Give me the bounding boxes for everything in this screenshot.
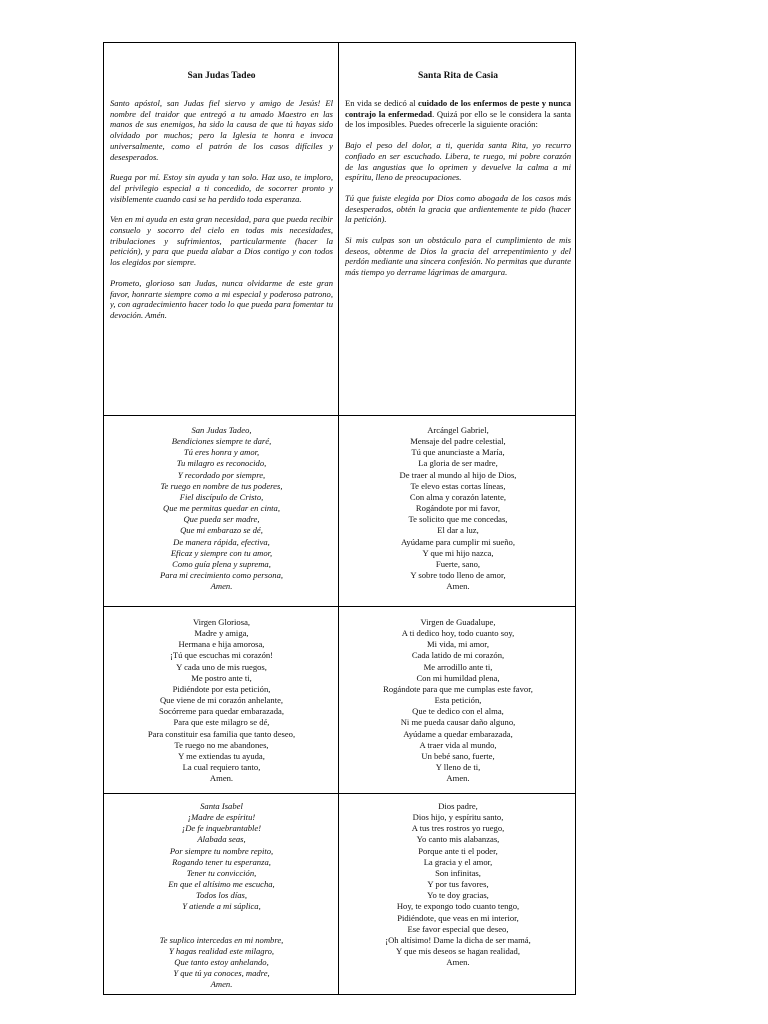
santa-rita-paragraph-3: Tú que fuiste elegida por Dios como abogada de los casos más desesperados, obtén la gracia que ardientemente te pido (hacer la petición).	[345, 192, 571, 225]
poem-line: Fiel discípulo de Cristo,	[179, 491, 264, 502]
poem-line: A ti dedico hoy, todo cuanto soy,	[401, 628, 515, 639]
poem-line: Dios hijo, y espíritu santo,	[412, 812, 504, 823]
san-judas-paragraph-3: Ven en mi ayuda en esta gran necesidad, para que pueda recibir consuelo y socorro del cielo en todas mis necesidades, tribulaciones y sufrimientos, particularmente (hacer la petición), y para que pueda alabar a Dios contigo y con todos los elegidos por siempre.	[110, 214, 333, 268]
poem-line: A traer vida al mundo,	[419, 739, 497, 750]
santa-rita-cell	[345, 71, 571, 278]
san-judas-paragraph-1: Santo apóstol, san Judas fiel siervo y amigo de Jesús! El nombre del traidor que entregó a tu amado Maestro en las manos de sus enemigos, ha sido la causa de que tú hayas sido olvidado por muchos; pero la Iglesia te honra e invoca universalmente, como el patrón de los casos difíciles y desesperados.	[110, 98, 333, 162]
poem-line: Amen.	[446, 957, 470, 968]
poem-line: Dios padre,	[438, 801, 478, 811]
poem-line: Te solicito que me concedas,	[408, 514, 508, 525]
san-judas-paragraph-4: Prometo, glorioso san Judas, nunca olvidarme de este gran favor, honrarte siempre como a mi especial y poderoso patrono, y, con agradecimiento hacer todo lo que pueda para fomentar tu devoción. Amén.	[110, 277, 333, 320]
poem-line: Arcángel Gabriel,	[427, 425, 489, 435]
column-divider	[338, 43, 339, 994]
poem-line: Un bebé sano, fuerte,	[421, 750, 495, 761]
poem-line: Para mi crecimiento como persona,	[159, 570, 284, 581]
poem-line: Rogándote por mi favor,	[415, 503, 501, 514]
poem-line: Pidiéndote, que veas en mi interior,	[397, 912, 519, 923]
poem-line: La gracia y el amor,	[423, 856, 493, 867]
poem-line: Mi vida, mi amor,	[427, 639, 489, 650]
poem-line: Mensaje del padre celestial,	[410, 436, 506, 447]
poem-line: Y atiende a mi súplica,	[182, 901, 261, 912]
poem-line: Amen.	[446, 773, 470, 784]
poem-line: Eficaz y siempre con tu amor,	[170, 547, 273, 558]
poem-line: ¡De fe inquebrantable!	[181, 823, 262, 834]
poem-virgen-gloriosa	[110, 617, 333, 784]
poem-line: Con mi humildad plena,	[416, 672, 500, 683]
poem-line: Esta petición,	[434, 695, 482, 706]
poem-line: Yo canto mis alabanzas,	[416, 834, 500, 845]
poem-line: ¡Oh altísimo! Dame la dicha de ser mamá,	[385, 934, 531, 945]
poem-line: Ese favor especial que deseo,	[407, 923, 509, 934]
poem-line: Me postro ante ti,	[191, 672, 252, 683]
poem-line: Bendiciones siempre te daré,	[171, 436, 272, 447]
poem-line: Virgen Gloriosa,	[192, 617, 251, 627]
poem-line: Y cada uno de mis ruegos,	[176, 661, 267, 672]
poem-line: Cada latido de mi corazón,	[411, 650, 505, 661]
santa-rita-intro-c: . Quizá por ello se le considera la santa de los imposibles. Puedes ofrecerle la siguiente oración:	[345, 108, 571, 130]
san-judas-paragraph-2: Ruega por mí. Estoy sin ayuda y tan solo. Haz uso, te imploro, del privilegio especial a ti concedido, de socorrer pronto y visiblemente cuando casi se ha perdido toda esperanza.	[110, 172, 333, 204]
poem-line: ¡Tú que escuchas mi corazón!	[169, 650, 274, 661]
santa-rita-intro	[345, 98, 571, 130]
poem-line: Amen.	[210, 581, 233, 592]
poem-line: Con alma y corazón latente,	[409, 491, 507, 502]
row-divider-1	[104, 415, 575, 416]
poem-line: Rogando tener tu esperanza,	[172, 856, 271, 867]
poem-line: Tú que anunciaste a María,	[411, 447, 505, 458]
poem-line: Y recordado por siempre,	[177, 469, 266, 480]
poem-line: Son infinitas,	[435, 867, 481, 878]
poem-virgen-guadalupe	[345, 617, 571, 784]
poem-line: Que pueda ser madre,	[183, 514, 260, 525]
poem-line: Y me extiendas tu ayuda,	[178, 750, 265, 761]
poem-line: Amen.	[209, 773, 234, 784]
poem-line: San Judas Tadeo,	[191, 425, 252, 435]
poem-line: Madre y amiga,	[194, 628, 249, 639]
poem-line: Porque ante ti el poder,	[418, 845, 498, 856]
poem-line: Para constituir esa familia que tanto deseo,	[147, 728, 296, 739]
poem-line: Que te dedico con el alma,	[412, 706, 504, 717]
san-judas-cell	[110, 71, 333, 321]
poem-line: Por siempre tu nombre repito,	[169, 845, 274, 856]
poem-line: Yo te doy gracias,	[427, 890, 489, 901]
poem-line: Amen.	[446, 581, 470, 592]
poem-line: Tú eres honra y amor,	[183, 447, 260, 458]
row-divider-3	[104, 793, 575, 794]
poem-line: Y que mi hijo nazca,	[422, 547, 494, 558]
poem-line: En que el altísimo me escucha,	[168, 879, 275, 890]
poem-line: Amen.	[210, 979, 233, 990]
poem-line: Todos los días,	[195, 890, 248, 901]
poem-line: Santa Isabel	[200, 801, 243, 811]
poem-line: Y que mis deseos se hagan realidad,	[395, 946, 520, 957]
poem-line: Y por tus favores,	[427, 879, 489, 890]
poem-line: Rogándote para que me cumplas este favor,	[383, 683, 533, 694]
poem-line: Ni me pueda causar daño alguno,	[400, 717, 516, 728]
poem-line: Ayúdame para cumplir mi sueño,	[400, 536, 515, 547]
poem-line: Pidiéndote por esta petición,	[172, 683, 271, 694]
poem-line: Que mi embarazo se dé,	[180, 525, 263, 536]
poem-line: Alabada seas,	[197, 834, 246, 845]
poem-line: ¡Madre de espíritu!	[187, 812, 256, 823]
poem-line: Te suplico intercedas en mi nombre,	[159, 934, 284, 945]
poem-line: Para que este milagro se dé,	[173, 717, 270, 728]
poem-line: La cual requiero tanto,	[182, 762, 261, 773]
poem-santa-isabel-part-2	[110, 935, 333, 991]
san-judas-title: San Judas Tadeo	[187, 71, 256, 81]
poem-line: Como guía plena y suprema,	[172, 558, 271, 569]
santa-rita-title: Santa Rita de Casia	[418, 71, 498, 81]
poem-line: Y sobre todo lleno de amor,	[410, 570, 506, 581]
poem-line: La gloria de ser madre,	[418, 458, 498, 469]
poem-line: A tus tres rostros yo ruego,	[411, 823, 505, 834]
poem-line: Y hagas realidad este milagro,	[168, 945, 275, 956]
poem-line: Y lleno de ti,	[435, 762, 481, 773]
poem-line: Fuerte, sano,	[435, 558, 481, 569]
santa-rita-intro-a: En vida se dedicó al	[345, 98, 419, 108]
poem-line: Socórreme para quedar embarazada,	[158, 706, 284, 717]
poem-line: Que tanto estoy anhelando,	[174, 956, 269, 967]
poem-line: Tener tu convicción,	[186, 867, 257, 878]
prayer-sheet	[103, 42, 576, 995]
poem-line: Me arrodillo ante ti,	[423, 661, 493, 672]
poem-san-judas	[110, 425, 333, 592]
poem-line: Hermana e hija amorosa,	[178, 639, 265, 650]
poem-line: Hoy, te expongo todo cuanto tengo,	[396, 901, 520, 912]
poem-line: De manera rápida, efectiva,	[173, 536, 270, 547]
poem-line: Virgen de Guadalupe,	[420, 617, 496, 627]
santa-rita-intro-bold: cuidado de los enfermos de peste y nunca contrajo la enfermedad	[345, 98, 571, 119]
poem-line: El dar a luz,	[437, 525, 479, 536]
poem-line: Que me permitas quedar en cinta,	[163, 503, 280, 514]
poem-dios-padre	[345, 801, 571, 968]
poem-line: Te ruego en nombre de tus poderes,	[160, 480, 283, 491]
santa-rita-paragraph-4: Si mis culpas son un obstáculo para el cumplimiento de mis deseos, obtenme de Dios la gracia del arrepentimiento y del perdón mediante una sincera confesión. No permitas que durante más tiempo yo derrame lágrimas de amargura.	[345, 235, 571, 278]
poem-line: Que viene de mi corazón anhelante,	[159, 695, 284, 706]
poem-santa-isabel	[110, 801, 333, 913]
poem-line: De traer al mundo al hijo de Dios,	[399, 469, 517, 480]
poem-line: Tu milagro es reconocido,	[176, 458, 267, 469]
row-divider-2	[104, 606, 575, 607]
poem-line: Te ruego no me abandones,	[174, 739, 269, 750]
poem-line: Y que tú ya conoces, madre,	[173, 968, 270, 979]
santa-isabel-cell	[110, 801, 333, 990]
poem-line: Ayúdame a quedar embarazada,	[403, 728, 513, 739]
poem-line: Te elevo estas cortas líneas,	[410, 480, 506, 491]
santa-rita-paragraph-2: Bajo el peso del dolor, a ti, querida santa Rita, yo recurro confiado en ser escuchado. Libera, te ruego, mi pobre corazón de las angustias que lo oprimen y devuelve la calma a mi espíritu, lleno de preocupaciones.	[345, 140, 571, 183]
poem-arcangel-gabriel	[345, 425, 571, 592]
